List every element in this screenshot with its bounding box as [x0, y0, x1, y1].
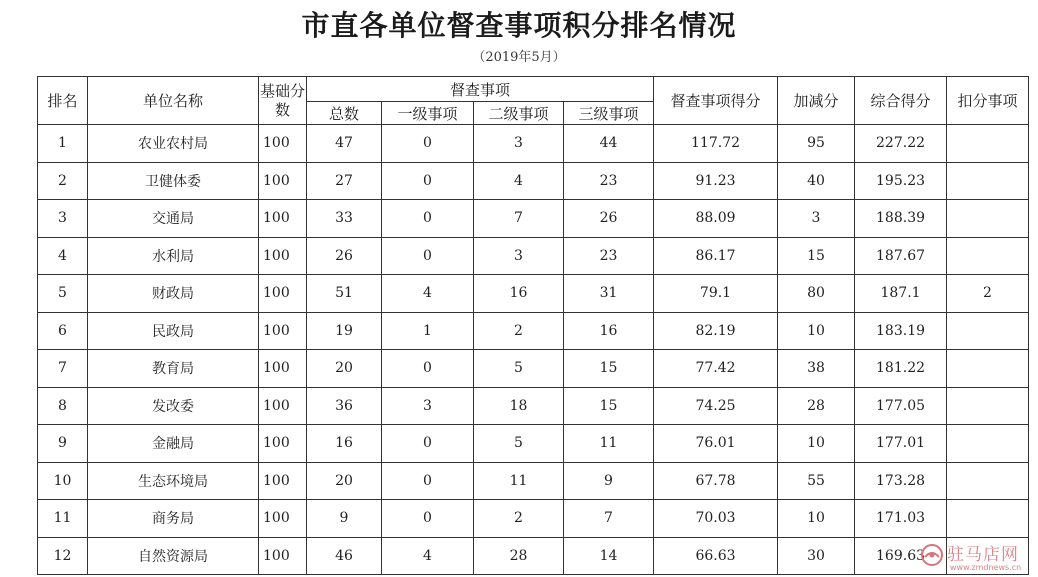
watermark-url: www.zmdnews.cn: [950, 563, 1022, 572]
cell-unit: 民政局: [88, 312, 259, 350]
cell-rank: 1: [38, 125, 88, 163]
table-row: [38, 350, 1029, 388]
cell-total: 16: [307, 425, 382, 463]
cell-base: 100: [259, 387, 307, 425]
cell-unit: 生态环境局: [88, 462, 259, 500]
cell-unit: 交通局: [88, 200, 259, 238]
table-row: [38, 387, 1029, 425]
table-row: [38, 425, 1029, 463]
cell-base: 100: [259, 462, 307, 500]
cell-level1: 0: [382, 500, 474, 538]
cell-adjust: 3: [778, 200, 855, 238]
table-row: [38, 237, 1029, 275]
cell-total: 51: [307, 275, 382, 313]
cell-level2: 2: [474, 500, 564, 538]
table-row: [38, 275, 1029, 313]
cell-unit: 财政局: [88, 275, 259, 313]
cell-deduct: [947, 237, 1029, 275]
cell-base: 100: [259, 312, 307, 350]
header-base-score: [259, 77, 307, 125]
document-subtitle: （2019年5月）: [472, 50, 566, 65]
cell-base: 100: [259, 275, 307, 313]
cell-rank: 4: [38, 237, 88, 275]
cell-score: 117.72: [654, 125, 778, 163]
cell-overall: 177.05: [855, 387, 947, 425]
cell-adjust: 10: [778, 312, 855, 350]
cell-total: 27: [307, 162, 382, 200]
cell-total: 47: [307, 125, 382, 163]
cell-score: 91.23: [654, 162, 778, 200]
watermark-logo-icon: [920, 543, 944, 567]
cell-overall: 188.39: [855, 200, 947, 238]
cell-deduct: 2: [947, 275, 1029, 313]
cell-base: 100: [259, 200, 307, 238]
table-row: [38, 162, 1029, 200]
cell-total: 26: [307, 237, 382, 275]
header-overall-score: 综合得分: [855, 77, 947, 125]
cell-overall: 187.1: [855, 275, 947, 313]
cell-adjust: 15: [778, 237, 855, 275]
cell-adjust: 30: [778, 537, 855, 575]
cell-level1: 0: [382, 162, 474, 200]
cell-level2: 5: [474, 350, 564, 388]
cell-level1: 0: [382, 462, 474, 500]
cell-total: 20: [307, 462, 382, 500]
cell-level2: 18: [474, 387, 564, 425]
cell-level3: 15: [564, 387, 654, 425]
cell-level1: 1: [382, 312, 474, 350]
cell-overall: 181.22: [855, 350, 947, 388]
cell-deduct: [947, 350, 1029, 388]
cell-total: 33: [307, 200, 382, 238]
table-row: [38, 200, 1029, 238]
cell-level3: 11: [564, 425, 654, 463]
cell-total: 19: [307, 312, 382, 350]
cell-level1: 4: [382, 537, 474, 575]
cell-rank: 9: [38, 425, 88, 463]
cell-unit: 发改委: [88, 387, 259, 425]
cell-unit: 金融局: [88, 425, 259, 463]
cell-score: 77.42: [654, 350, 778, 388]
cell-level2: 4: [474, 162, 564, 200]
cell-level2: 5: [474, 425, 564, 463]
table-row: [38, 312, 1029, 350]
cell-deduct: [947, 312, 1029, 350]
cell-base: 100: [259, 125, 307, 163]
cell-rank: 7: [38, 350, 88, 388]
cell-level1: 0: [382, 350, 474, 388]
cell-base: 100: [259, 237, 307, 275]
cell-level3: 31: [564, 275, 654, 313]
cell-unit: 自然资源局: [88, 537, 259, 575]
cell-adjust: 80: [778, 275, 855, 313]
cell-level3: 44: [564, 125, 654, 163]
cell-rank: 2: [38, 162, 88, 200]
cell-overall: 187.67: [855, 237, 947, 275]
watermark-text: 驻马店网: [947, 545, 1019, 565]
cell-base: 100: [259, 537, 307, 575]
cell-rank: 5: [38, 275, 88, 313]
table-row: [38, 125, 1029, 163]
cell-deduct: [947, 125, 1029, 163]
header-total: 总数: [307, 102, 382, 125]
table-header: [38, 77, 1029, 125]
cell-overall: 171.03: [855, 500, 947, 538]
header-adjustment: 加减分: [778, 77, 855, 125]
cell-overall: 227.22: [855, 125, 947, 163]
cell-unit: 农业农村局: [88, 125, 259, 163]
cell-level1: 0: [382, 237, 474, 275]
cell-unit: 水利局: [88, 237, 259, 275]
cell-overall: 169.63: [855, 537, 947, 575]
header-supervision-score: 督查事项得分: [654, 77, 778, 125]
cell-deduct: [947, 462, 1029, 500]
cell-total: 46: [307, 537, 382, 575]
cell-level1: 3: [382, 387, 474, 425]
cell-total: 20: [307, 350, 382, 388]
cell-base: 100: [259, 425, 307, 463]
cell-score: 88.09: [654, 200, 778, 238]
cell-score: 66.63: [654, 537, 778, 575]
cell-overall: 183.19: [855, 312, 947, 350]
table-body: [38, 125, 1029, 575]
cell-level1: 0: [382, 200, 474, 238]
cell-deduct: [947, 387, 1029, 425]
table-row: [38, 500, 1029, 538]
cell-score: 74.25: [654, 387, 778, 425]
cell-score: 70.03: [654, 500, 778, 538]
cell-score: 67.78: [654, 462, 778, 500]
cell-level2: 16: [474, 275, 564, 313]
cell-rank: 12: [38, 537, 88, 575]
cell-rank: 10: [38, 462, 88, 500]
header-unit-name: 单位名称: [88, 77, 259, 125]
cell-rank: 6: [38, 312, 88, 350]
cell-rank: 11: [38, 500, 88, 538]
cell-level3: 23: [564, 237, 654, 275]
cell-deduct: [947, 500, 1029, 538]
cell-base: 100: [259, 350, 307, 388]
cell-level1: 4: [382, 275, 474, 313]
cell-score: 76.01: [654, 425, 778, 463]
cell-total: 9: [307, 500, 382, 538]
cell-level3: 14: [564, 537, 654, 575]
cell-level2: 3: [474, 237, 564, 275]
cell-rank: 3: [38, 200, 88, 238]
cell-level1: 0: [382, 125, 474, 163]
header-supervision-group: 督查事项: [307, 77, 654, 102]
cell-base: 100: [259, 162, 307, 200]
header-base-score-text: 基础分数: [259, 81, 305, 119]
cell-adjust: 10: [778, 500, 855, 538]
cell-score: 79.1: [654, 275, 778, 313]
cell-unit: 卫健体委: [88, 162, 259, 200]
cell-level2: 3: [474, 125, 564, 163]
cell-level2: 11: [474, 462, 564, 500]
site-watermark: [920, 539, 1032, 575]
header-level1: 一级事项: [382, 102, 474, 125]
header-rank: 排名: [38, 77, 88, 125]
cell-overall: 177.01: [855, 425, 947, 463]
cell-level3: 23: [564, 162, 654, 200]
cell-overall: 173.28: [855, 462, 947, 500]
cell-unit: 教育局: [88, 350, 259, 388]
cell-adjust: 38: [778, 350, 855, 388]
cell-unit: 商务局: [88, 500, 259, 538]
cell-level3: 26: [564, 200, 654, 238]
table-row: [38, 462, 1029, 500]
cell-level3: 15: [564, 350, 654, 388]
cell-adjust: 55: [778, 462, 855, 500]
cell-score: 82.19: [654, 312, 778, 350]
table-row: [38, 537, 1029, 575]
cell-level2: 28: [474, 537, 564, 575]
cell-level2: 7: [474, 200, 564, 238]
header-level3: 三级事项: [564, 102, 654, 125]
cell-level3: 16: [564, 312, 654, 350]
cell-base: 100: [259, 500, 307, 538]
cell-deduct: [947, 162, 1029, 200]
cell-adjust: 40: [778, 162, 855, 200]
cell-adjust: 95: [778, 125, 855, 163]
cell-overall: 195.23: [855, 162, 947, 200]
header-deduction-items: 扣分事项: [947, 77, 1029, 125]
ranking-table: [37, 76, 1029, 575]
header-level2: 二级事项: [474, 102, 564, 125]
document-title: 市直各单位督查事项积分排名情况: [301, 9, 737, 42]
cell-total: 36: [307, 387, 382, 425]
cell-rank: 8: [38, 387, 88, 425]
cell-deduct: [947, 425, 1029, 463]
cell-deduct: [947, 200, 1029, 238]
cell-level3: 7: [564, 500, 654, 538]
cell-level1: 0: [382, 425, 474, 463]
cell-score: 86.17: [654, 237, 778, 275]
cell-adjust: 28: [778, 387, 855, 425]
cell-level2: 2: [474, 312, 564, 350]
cell-level3: 9: [564, 462, 654, 500]
cell-adjust: 10: [778, 425, 855, 463]
